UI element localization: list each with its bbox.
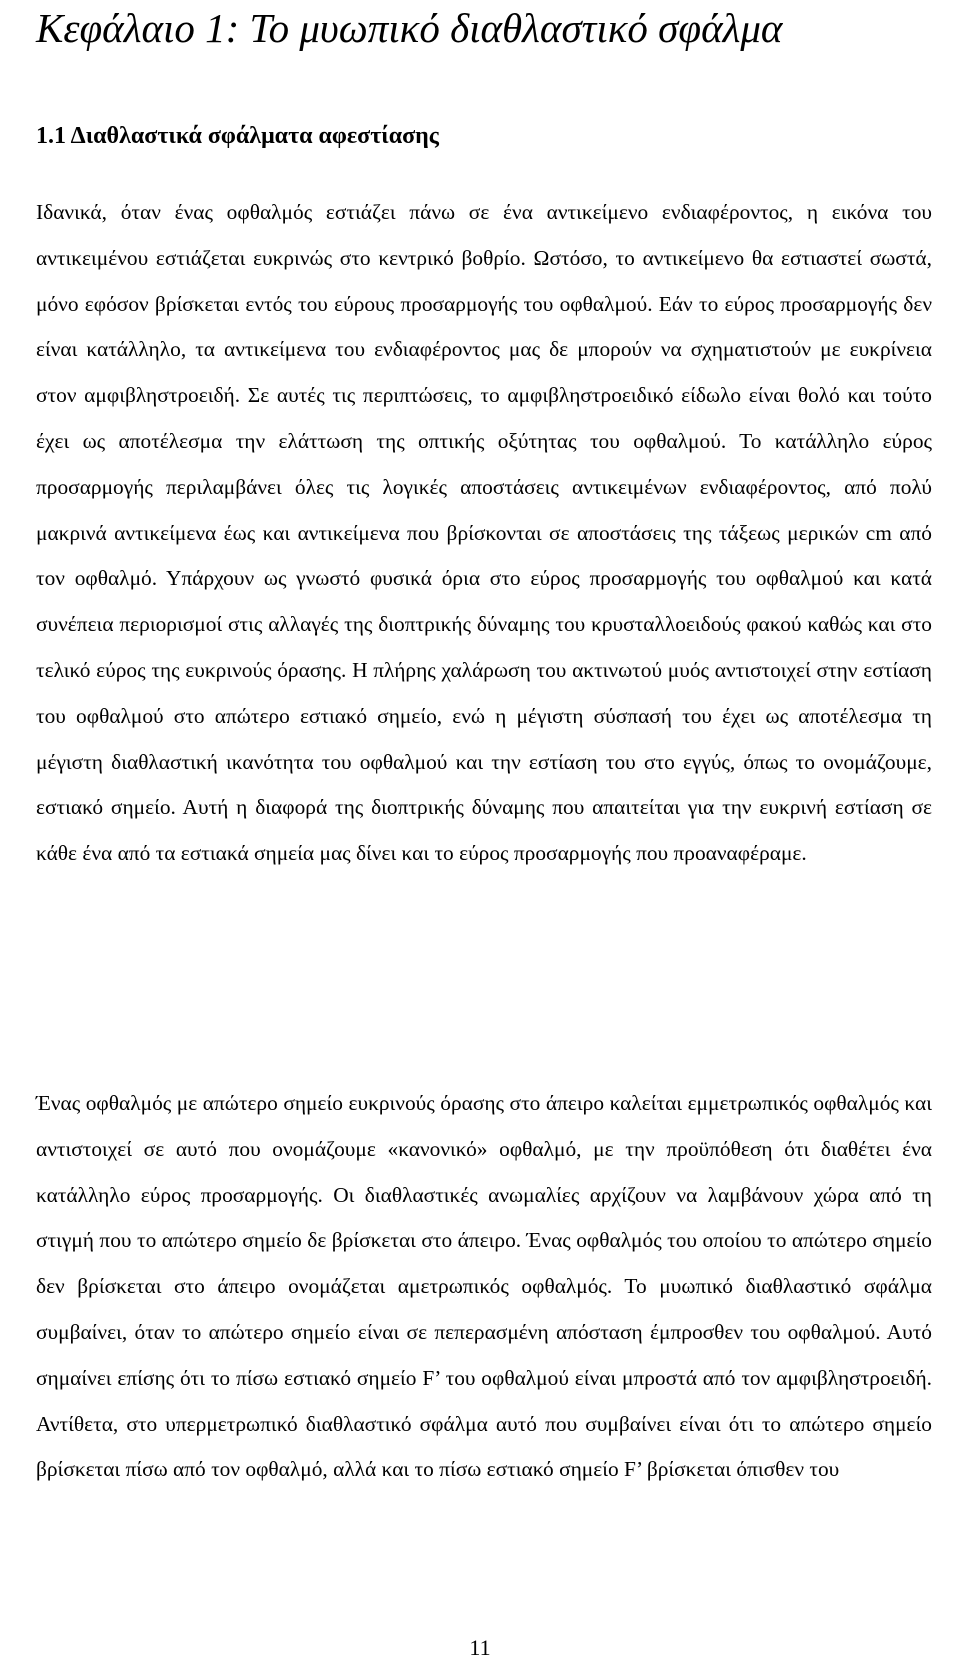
body-paragraph: Ιδανικά, όταν ένας οφθαλμός εστιάζει πάνω σε ένα αντικείμενο ενδιαφέροντος, η εικόνα του αντικειμένου εστιάζεται ευκρινώς στο κεντρικό βοθρίο. Ωστόσο, το αντικείμενο θα εστιαστεί σωστά, μόνο εφόσον βρίσκεται εντός του εύρους προσαρμογής του οφθαλμού. Εάν το εύρος προσαρμογής δεν είναι κατάλληλο, τα αντικείμενα του ενδιαφέροντος μας δε μπορούν να σχηματιστούν με ευκρίνεια στον αμφιβληστροειδή. Σε αυτές τις περιπτώσεις, το αμφιβληστροειδικό είδωλο είναι θολό και τούτο έχει ως αποτέλεσμα την ελάττωση της οπτικής οξύτητας του οφθαλμού. Το κατάλληλο εύρος προσαρμογής περιλαμβάνει όλες τις λογικές αποστάσεις αντικειμένων ενδιαφέροντος, από πολύ μακρινά αντικείμενα έως και αντικείμενα που βρίσκονται σε αποστάσεις της τάξεως μερικών cm από τον οφθαλμό. Υπάρχουν ως γνωστό φυσικά όρια στο εύρος προσαρμογής του οφθαλμού και κατά συνέπεια περιορισμοί στις αλλαγές της διοπτρικής δύναμης του κρυσταλλοειδούς φακού καθώς και στο τελικό εύρος της ευκρινούς όρασης. Η πλήρης χαλάρωση του ακτινωτού μυός αντιστοιχεί στην εστίαση του οφθαλμού στο απώτερο εστιακό σημείο, ενώ η μέγιστη σύσπασή του έχει ως αποτέλεσμα τη μέγιστη διαθλαστική ικανότητα του οφθαλμού και την εστίαση του στο εγγύς, όπως το ονομάζουμε, εστιακό σημείο. Αυτή η διαφορά της διοπτρικής δύναμης που απαιτείται για την ευκρινή εστίαση σε κάθε ένα από τα εστιακά σημεία μας δίνει και το εύρος προσαρμογής που προαναφέραμε. (36, 200, 932, 866)
page-number: 11 (469, 1635, 491, 1660)
body-paragraph: Ένας οφθαλμός με απώτερο σημείο ευκρινούς όρασης στο άπειρο καλείται εμμετρωπικός οφθαλμός και αντιστοιχεί σε αυτό που ονομάζουμε «κανονικό» οφθαλμό, με την προϋπόθεση ότι διαθέτει ένα κατάλληλο εύρος προσαρμογής. Οι διαθλαστικές ανωμαλίες αρχίζουν να λαμβάνουν χώρα από τη στιγμή που το απώτερο σημείο δε βρίσκεται στο άπειρο. Ένας οφθαλμός του οποίου το απώτερο σημείο δεν βρίσκεται στο άπειρο ονομάζεται αμετρωπικός οφθαλμός. Το μυωπικό διαθλαστικό σφάλμα συμβαίνει, όταν το απώτερο σημείο είναι σε πεπερασμένη απόσταση έμπροσθεν του οφθαλμού. Αυτό σημαίνει επίσης ότι το πίσω εστιακό σημείο F’ του οφθαλμού είναι μπροστά από τον αμφιβληστροειδή. Αντίθετα, στο υπερμετρωπικό διαθλαστικό σφάλμα αυτό που συμβαίνει είναι ότι το απώτερο σημείο βρίσκεται πίσω από τον οφθαλμό, αλλά και το πίσω εστιακό σημείο F’ βρίσκεται όπισθεν του (36, 1091, 932, 1482)
chapter-title: Κεφάλαιο 1: Το μυωπικό διαθλαστικό σφάλμα (36, 5, 783, 51)
section-heading: 1.1 Διαθλαστικά σφάλματα αφεστίασης (36, 123, 439, 149)
